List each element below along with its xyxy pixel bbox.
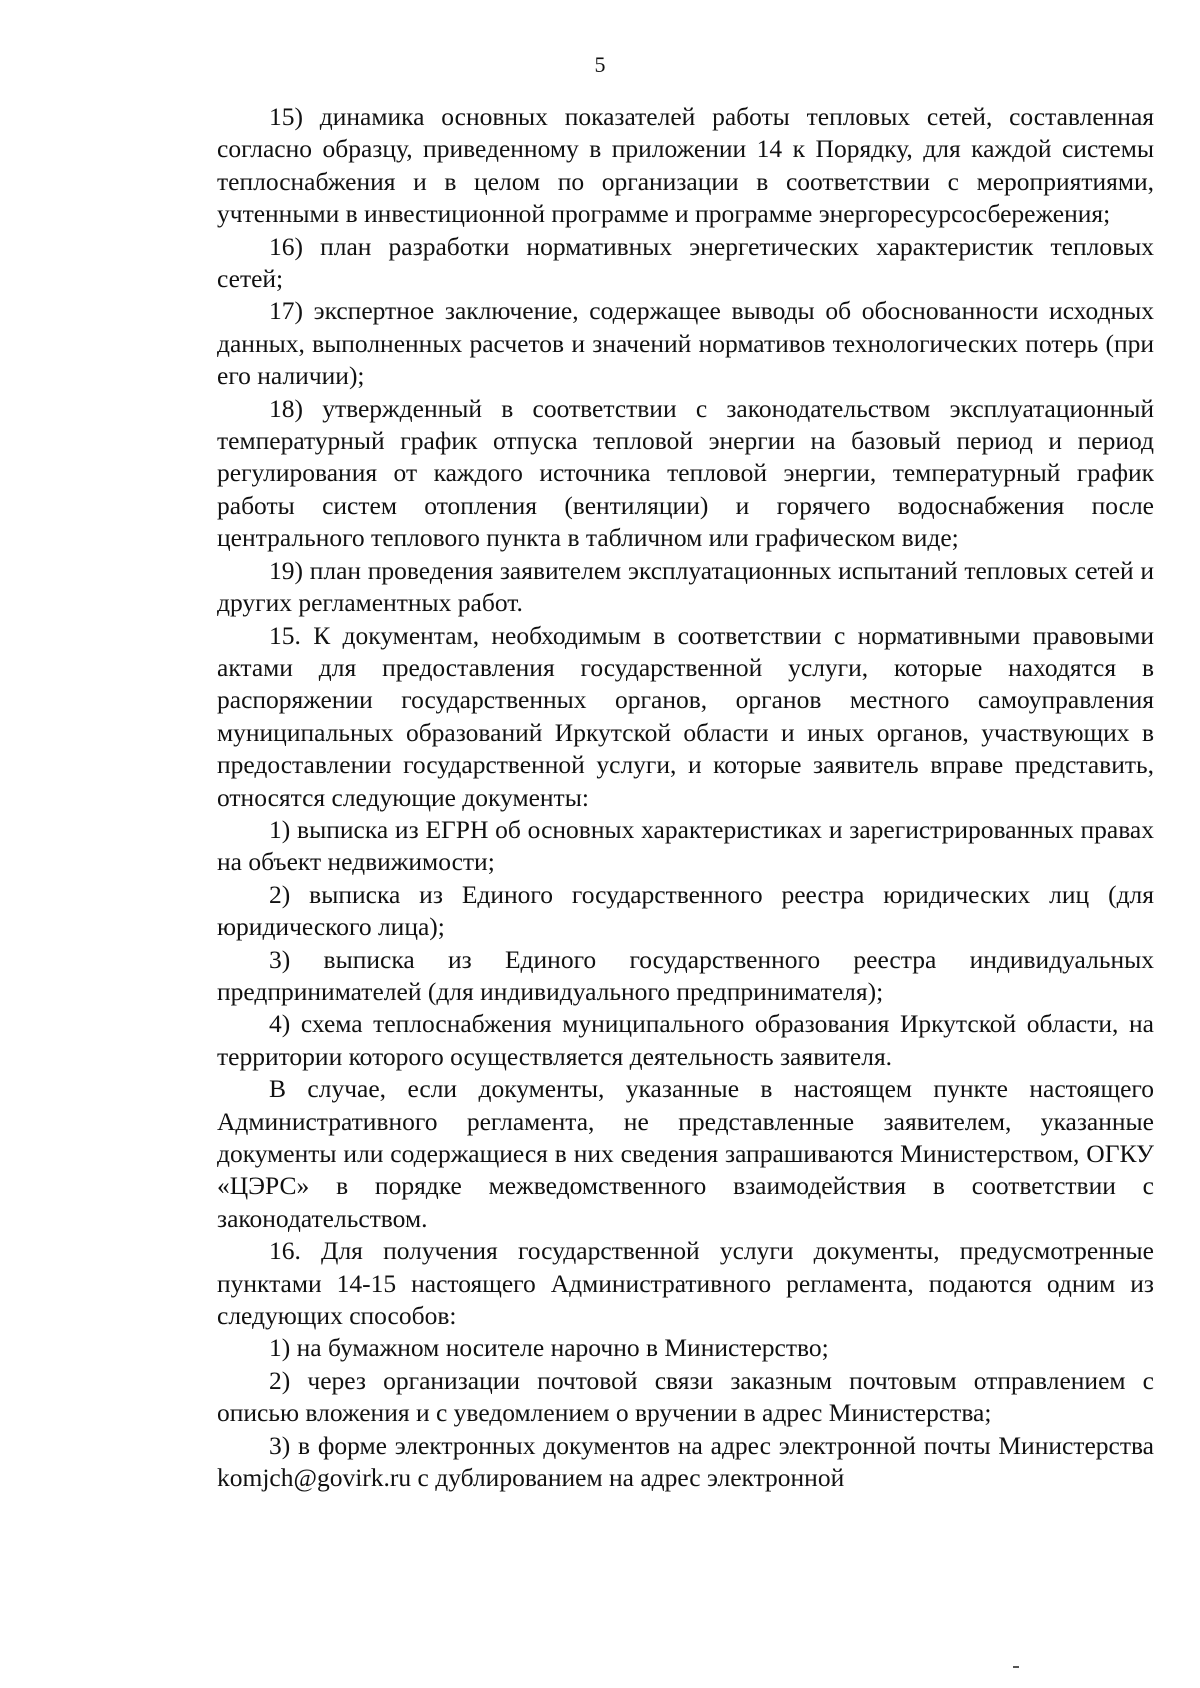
paragraph-clause-16: 16. Для получения государственной услуги документы, предусмотренные пунктами 14-15 настоящего Административного регламента, подаются одним из следующих способов: [217,1236,1154,1331]
document-body [217,101,1154,1494]
paragraph-subitem-3: 3) выписка из Единого государственного реестра индивидуальных предпринимателей (для индивидуального предпринимателя); [217,944,1154,1006]
paragraph-subitem-1: 1) выписка из ЕГРН об основных характеристиках и зарегистрированных правах на объект недвижимости; [217,814,1154,877]
paragraph-interagency-request: В случае, если документы, указанные в настоящем пункте настоящего Административного регламента, не представленные заявителем, указанные документы или содержащиеся в них сведения запрашиваются Министерством, ОГКУ «ЦЭРС» в порядке межведомственного взаимодействия в соответствии с законодательством. [217,1074,1154,1233]
paragraph-clause-15: 15. К документам, необходимым в соответствии с нормативными правовыми актами для предоставления государственной услуги, которые находятся в распоряжении государственных органов, органов местного самоуправления муниципальных образований Иркутской области и иных органов, участвующих в предоставлении государственной услуги, и которые заявитель вправе представить, относятся следующие документы: [217,620,1154,812]
paragraph-item-15: 15) динамика основных показателей работы тепловых сетей, составленная согласно образцу, приведенному в приложении 14 к Порядку, для каждой системы теплоснабжения и в целом по организации в соответствии с мероприятиями, учтенными в инвестиционной программе и программе энергоресурсосбережения; [217,102,1154,229]
paragraph-subitem-2: 2) выписка из Единого государственного реестра юридических лиц (для юридического лица); [217,879,1154,942]
paragraph-item-17: 17) экспертное заключение, содержащее выводы об обоснованности исходных данных, выполненных расчетов и значений нормативов технологических потерь (при его наличии); [217,296,1154,391]
page-number: 5 [594,52,606,77]
paragraph-method-3: 3) в форме электронных документов на адрес электронной почты Министерства komjch@govirk.ru с дублированием на адрес электронной [217,1430,1154,1493]
paragraph-subitem-4: 4) схема теплоснабжения муниципального образования Иркутской области, на территории которого осуществляется деятельность заявителя. [217,1009,1154,1071]
paragraph-item-19: 19) план проведения заявителем эксплуатационных испытаний тепловых сетей и других регламентных работ. [217,555,1154,618]
paragraph-item-16: 16) план разработки нормативных энергетических характеристик тепловых сетей; [217,231,1154,294]
scan-mark [1013,1666,1019,1668]
paragraph-method-2: 2) через организации почтовой связи заказным почтовым отправлением с описью вложения и с уведомлением о вручении в адрес Министерства; [217,1365,1154,1428]
paragraph-item-18: 18) утвержденный в соответствии с законодательством эксплуатационный температурный график отпуска тепловой энергии на базовый период и период регулирования от каждого источника тепловой энергии, температурный график работы систем отопления (вентиляции) и горячего водоснабжения после центрального теплового пункта в табличном или графическом виде; [217,393,1154,553]
paragraph-method-1: 1) на бумажном носителе нарочно в Министерство; [269,1333,829,1363]
